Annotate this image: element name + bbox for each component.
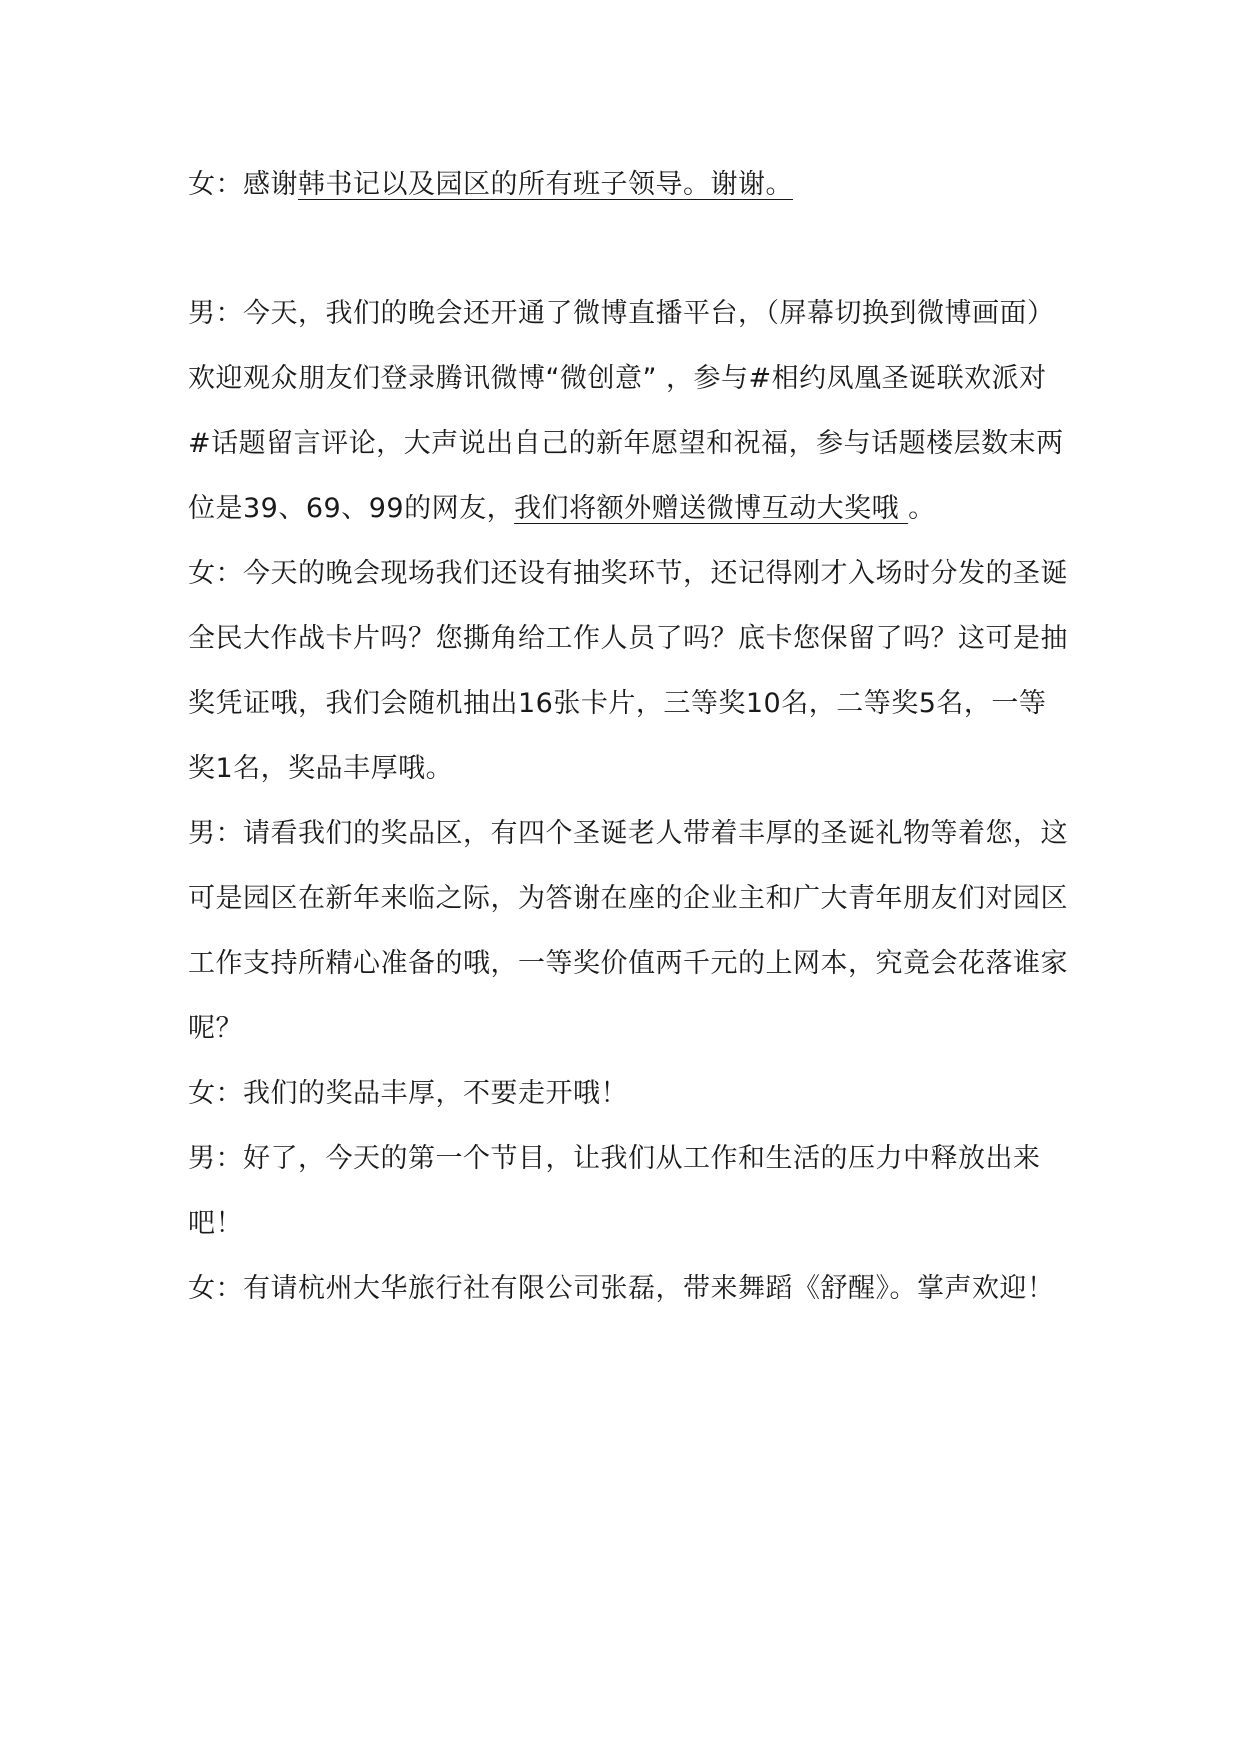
script-line-5 [188, 1061, 1068, 1126]
line-text: 请看我们的奖品区，有四个圣诞老人带着丰厚的圣诞礼物等着您，这可是园区在新年来临之际，为答谢在座的企业主和广大青年朋友们对园区工作支持所精心准备的哦，一等奖价值两千元的上网本，究竟会花落谁家呢？ [188, 818, 1068, 1044]
underlined-text: 韩书记以及园区的所有班子领导。谢谢。 [298, 169, 793, 200]
script-line-7 [188, 1256, 1068, 1321]
line-text: 我们的奖品丰厚，不要走开哦！ [243, 1078, 628, 1109]
speaker-label: 男： [188, 1143, 243, 1174]
speaker-label: 女： [188, 558, 243, 589]
line-text: 今天，我们的晚会还开通了微博直播平台，（屏幕切换到微博画面）欢迎观众朋友们登录腾讯微博“微创意” ，参与#相约凤凰圣诞联欢派对#话题留言评论，大声说出自己的新年愿望和祝福，参与话题楼层数末两位是39、69、99的网友， [188, 298, 1064, 524]
line-text-end: 。 [908, 493, 936, 524]
script-line-1 [188, 152, 1068, 217]
line-text: 今天的晚会现场我们还设有抽奖环节，还记得刚才入场时分发的圣诞全民大作战卡片吗？您撕角给工作人员了吗？底卡您保留了吗？这可是抽奖凭证哦，我们会随机抽出16张卡片，三等奖10名，二等奖5名，一等奖1名，奖品丰厚哦。 [188, 558, 1068, 784]
script-line-6 [188, 1126, 1068, 1256]
speaker-label: 女： [188, 1078, 243, 1109]
speaker-label: 男： [188, 818, 243, 849]
speaker-label: 女： [188, 169, 243, 200]
underlined-text: 我们将额外赠送微博互动大奖哦 [514, 493, 909, 524]
line-text: 感谢 [243, 169, 298, 200]
script-line-2 [188, 281, 1068, 541]
script-line-3 [188, 541, 1068, 801]
line-text: 有请杭州大华旅行社有限公司张磊，带来舞蹈《舒醒》。掌声欢迎！ [243, 1273, 1055, 1304]
line-text: 好了，今天的第一个节目，让我们从工作和生活的压力中释放出来吧！ [188, 1143, 1041, 1239]
script-body [188, 281, 1068, 1321]
speaker-label: 女： [188, 1273, 243, 1304]
script-line-4 [188, 801, 1068, 1061]
speaker-label: 男： [188, 298, 243, 329]
